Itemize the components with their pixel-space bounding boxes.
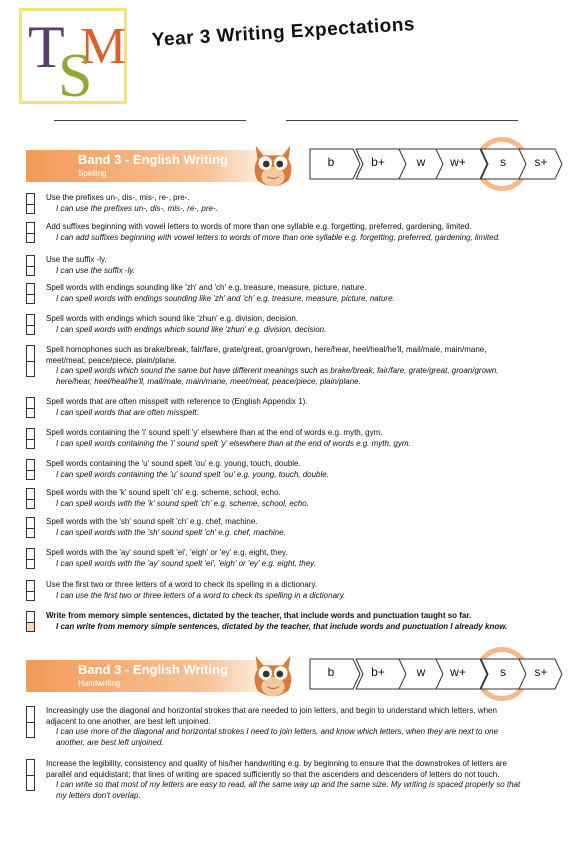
date-line xyxy=(286,120,518,121)
checkbox[interactable] xyxy=(27,722,34,737)
i-can-statement: I can use more of the diagonal and horizontal strokes I need to join letters, and know which letters, when they are next to one another, are best left unjoined. xyxy=(56,727,499,747)
checkbox-pair[interactable] xyxy=(26,314,35,335)
criterion-statement: Increase the legibility, consistency and quality of his/her handwriting e.g. by beginning to ensure that the downstrokes of letters are parallel and equidistant; that lines of writing are spaced sufficiently so that the ascenders and descenders of letters do not touch. xyxy=(46,759,508,779)
criterion-statement: Use the prefixes un-, dis-, mis-, re-, pre-. xyxy=(46,193,190,202)
grade-chevron-s-plus[interactable] xyxy=(519,148,573,180)
i-can-statement: I can write so that most of my letters are easy to read, all the same way up and the same size. My writing is spaced properly so that my letters don't overlap. xyxy=(56,780,521,800)
i-can-statement: I can add suffixes beginning with vowel letters to words of more than one syllable e.g. forgetting, preferred, gardening, limited. xyxy=(56,232,501,242)
criterion-statement: Add suffixes beginning with vowel letters to words of more than one syllable e.g. forgetting, preferred, gardening, limited. xyxy=(46,222,472,231)
owl-icon xyxy=(244,136,302,194)
i-can-statement: I can spell words which sound the same but have different meanings such as brake/break, fair/fare, grate/great, groan/grown, here/hear, heel/heal/he'll, mail/male, main/mane, meet/meat, peace/piece, plain/plane. xyxy=(56,366,499,386)
checkbox[interactable] xyxy=(27,549,34,559)
grade-label: w xyxy=(416,665,426,679)
tsm-logo xyxy=(19,8,127,110)
band-subtitle: Handwriting xyxy=(78,679,121,688)
criterion-statement: Spell homophones such as brake/break, fair/fare, grate/great, groan/grown, here/hear, heel/heal/he'll, mail/male, main/mane, meet/meat, peace/piece, plain/plane. xyxy=(46,345,487,365)
checkbox-pair[interactable] xyxy=(26,193,35,214)
checkbox-pair[interactable] xyxy=(26,548,35,569)
i-can-statement: I can spell words containing the 'u' sound spelt 'ou' e.g. young, touch, double. xyxy=(56,469,329,479)
grade-label: w xyxy=(416,155,426,169)
checkbox-pair[interactable] xyxy=(26,611,35,632)
criterion-statement: Increasingly use the diagonal and horizontal strokes that are needed to join letters, and begin to understand which letters, when adjacent to one another, are best left unjoined. xyxy=(46,706,497,726)
checkbox[interactable] xyxy=(27,439,34,449)
checkbox[interactable] xyxy=(27,346,34,361)
i-can-statement: I can spell words that are often misspelt. xyxy=(56,407,199,417)
checkbox[interactable] xyxy=(27,470,34,480)
checkbox-pair[interactable] xyxy=(26,488,35,509)
grade-label: s+ xyxy=(534,155,548,169)
checkbox-pair[interactable] xyxy=(26,759,35,791)
criterion-statement: Spell words with the 'k' sound spelt 'ch' e.g. scheme, school, echo. xyxy=(46,488,281,497)
band-title: Band 3 - English Writing xyxy=(78,662,228,677)
grade-chevron-b[interactable] xyxy=(309,658,363,690)
checkbox[interactable] xyxy=(27,223,34,233)
checkbox[interactable] xyxy=(27,429,34,439)
checkbox-pair[interactable] xyxy=(26,283,35,304)
grade-label: b xyxy=(327,155,335,169)
i-can-statement: I can spell words with the 'ay' sound spelt 'ei', 'eigh' or 'ey' e.g. eight, they. xyxy=(56,558,316,568)
name-line xyxy=(54,120,246,121)
checkbox-pair[interactable] xyxy=(26,255,35,276)
checkbox-pair[interactable] xyxy=(26,397,35,418)
grade-label: b xyxy=(327,665,335,679)
criterion-statement: Spell words that are often misspelt with reference to (English Appendix 1). xyxy=(46,397,308,406)
checkbox[interactable] xyxy=(27,408,34,418)
checkbox[interactable] xyxy=(27,460,34,470)
i-can-statement: I can write from memory simple sentences, dictated by the teacher, that include words and punctuation I already know. xyxy=(56,621,508,631)
criterion-statement: Spell words containing the 'u' sound spelt 'ou' e.g. young, touch, double. xyxy=(46,459,301,468)
grade-label: s xyxy=(500,155,506,169)
checkbox[interactable] xyxy=(27,489,34,499)
checkbox[interactable] xyxy=(27,361,34,376)
checkbox-pair[interactable] xyxy=(26,428,35,449)
i-can-statement: I can spell words with the 'k' sound spelt 'ch' e.g. scheme, school, echo. xyxy=(56,498,309,508)
grade-label: w+ xyxy=(450,665,466,679)
criterion-statement: Spell words containing the 'i' sound spelt 'y' elsewhere than at the end of words e.g. myth, gym. xyxy=(46,428,383,437)
criterion-statement: Spell words with endings sounding like 'zh' and 'ch' e.g. treasure, measure, picture, nature. xyxy=(46,283,367,292)
checkbox[interactable] xyxy=(27,707,34,722)
checkbox-pair[interactable] xyxy=(26,459,35,480)
grade-chevron-s-plus[interactable] xyxy=(519,658,573,690)
grade-label: s+ xyxy=(534,665,548,679)
criterion-statement: Write from memory simple sentences, dictated by the teacher, that include words and punctuation taught so far. xyxy=(46,611,472,620)
logo-letter-s: S xyxy=(58,42,93,110)
checkbox[interactable] xyxy=(27,528,34,538)
checkbox[interactable] xyxy=(27,591,34,601)
checkbox-pair[interactable] xyxy=(26,706,35,738)
checkbox[interactable] xyxy=(27,284,34,294)
owl-icon xyxy=(244,646,302,704)
i-can-statement: I can spell words with the 'sh' sound spelt 'ch' e.g. chef, machine. xyxy=(56,527,286,537)
checkbox[interactable] xyxy=(27,233,34,243)
grade-label: s xyxy=(500,665,506,679)
i-can-statement: I can spell words containing the 'i' sound spelt 'y' elsewhere than at the end of words e.g. myth, gym. xyxy=(56,438,411,448)
checkbox[interactable] xyxy=(27,194,34,204)
band-title: Band 3 - English Writing xyxy=(78,152,228,167)
checkbox[interactable] xyxy=(27,325,34,335)
checkbox[interactable] xyxy=(27,266,34,276)
criterion-statement: Use the suffix -ly. xyxy=(46,255,107,264)
checkbox[interactable] xyxy=(27,204,34,214)
checkbox-pair[interactable] xyxy=(26,222,35,243)
grade-chevron-b[interactable] xyxy=(309,148,363,180)
checkbox-pair[interactable] xyxy=(26,580,35,601)
checkbox[interactable] xyxy=(27,622,34,632)
checkbox-pair[interactable] xyxy=(26,517,35,538)
page-title: Year 3 Writing Expectations xyxy=(151,13,416,51)
i-can-statement: I can use the first two or three letters of a word to check its spelling in a dictionary. xyxy=(56,590,346,600)
band-subtitle: Spelling xyxy=(78,169,107,178)
checkbox[interactable] xyxy=(27,581,34,591)
i-can-statement: I can spell words with endings which sound like 'zhun' e.g. division, decision. xyxy=(56,324,327,334)
grade-label: b+ xyxy=(371,665,385,679)
i-can-statement: I can use the prefixes un-, dis-, mis-, re-, pre-. xyxy=(56,203,218,213)
criterion-statement: Use the first two or three letters of a word to check its spelling in a dictionary. xyxy=(46,580,318,589)
grade-label: b+ xyxy=(371,155,385,169)
logo-letter-m: M xyxy=(80,18,127,75)
checkbox[interactable] xyxy=(27,612,34,622)
criterion-statement: Spell words with endings which sound like 'zhun' e.g. division, decision. xyxy=(46,314,299,323)
i-can-statement: I can use the suffix -ly. xyxy=(56,265,135,275)
checkbox[interactable] xyxy=(27,294,34,304)
checkbox[interactable] xyxy=(27,499,34,509)
criterion-statement: Spell words with the 'ay' sound spelt 'ei', 'eigh' or 'ey' e.g. eight, they. xyxy=(46,548,288,557)
i-can-statement: I can spell words with endings sounding like 'zh' and 'ch' e.g. treasure, measure, picture, nature. xyxy=(56,293,395,303)
checkbox[interactable] xyxy=(27,518,34,528)
checkbox[interactable] xyxy=(27,315,34,325)
checkbox[interactable] xyxy=(27,398,34,408)
criterion-statement: Spell words with the 'sh' sound spelt 'ch' e.g. chef, machine. xyxy=(46,517,258,526)
checkbox[interactable] xyxy=(27,775,34,790)
checkbox[interactable] xyxy=(27,559,34,569)
checkbox[interactable] xyxy=(27,256,34,266)
checkbox-pair[interactable] xyxy=(26,345,35,377)
checkbox[interactable] xyxy=(27,760,34,775)
logo-letter-t: T xyxy=(28,14,65,80)
grade-label: w+ xyxy=(450,155,466,169)
